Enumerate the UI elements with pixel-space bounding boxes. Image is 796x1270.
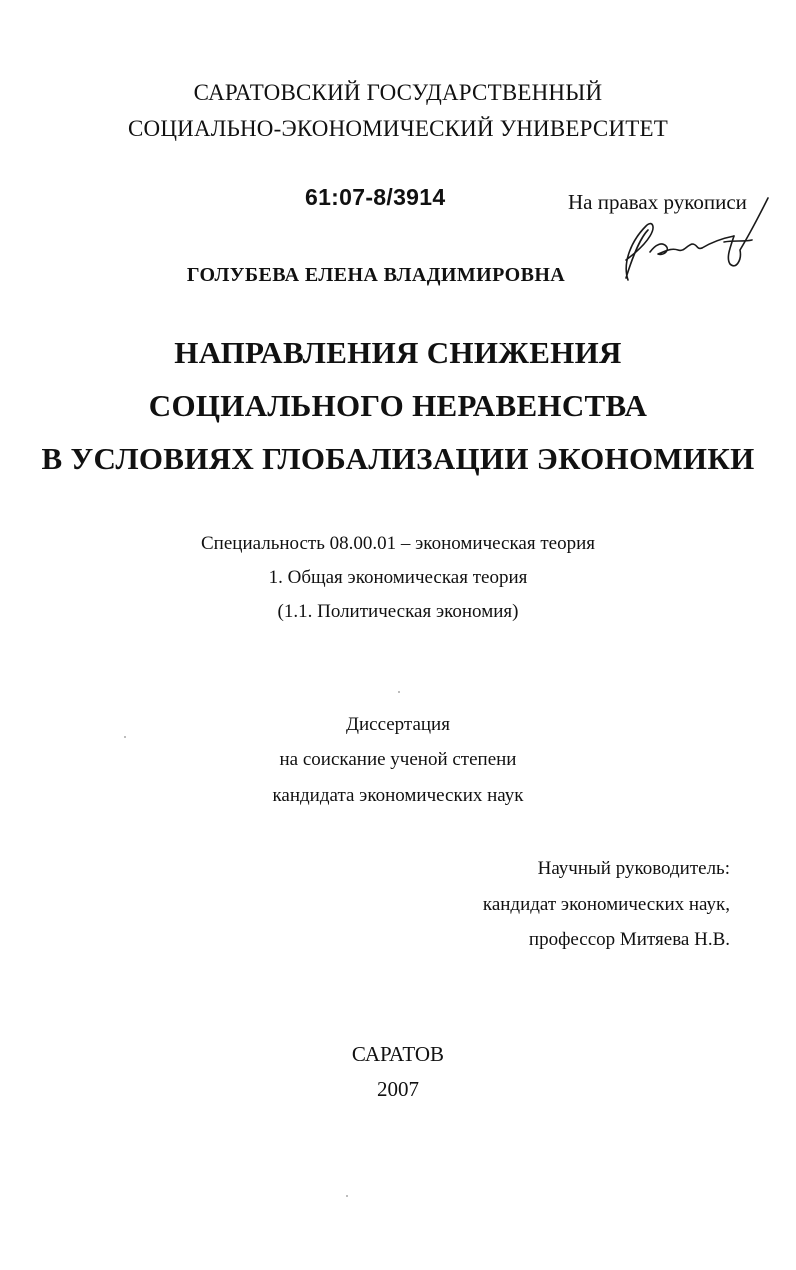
- dissertation-line-1: Диссертация: [346, 714, 450, 735]
- university-line-1: САРАТОВСКИЙ ГОСУДАРСТВЕННЫЙ: [193, 80, 603, 105]
- advisor-name: профессор Митяева Н.В.: [528, 929, 730, 950]
- dissertation-line-2: на соискание ученой степени: [279, 749, 517, 770]
- city: САРАТОВ: [351, 1042, 445, 1066]
- advisor-label: Научный руководитель:: [537, 858, 730, 879]
- specialty-line-1: Специальность 08.00.01 – экономическая теория: [201, 533, 595, 554]
- university-line-2: СОЦИАЛЬНО-ЭКОНОМИЧЕСКИЙ УНИВЕРСИТЕТ: [127, 116, 669, 141]
- specialty-line-2: 1. Общая экономическая теория: [268, 567, 528, 588]
- scan-speck: [346, 1195, 348, 1197]
- title-line-2: СОЦИАЛЬНОГО НЕРАВЕНСТВА: [148, 388, 648, 423]
- manuscript-rights-note: На правах рукописи: [568, 190, 747, 214]
- advisor-degree: кандидат экономических наук,: [482, 894, 730, 915]
- scan-speck: [124, 736, 126, 738]
- scan-speck: [398, 691, 400, 693]
- specialty-line-3: (1.1. Политическая экономия): [277, 601, 519, 622]
- year: 2007: [377, 1077, 419, 1101]
- title-line-1: НАПРАВЛЕНИЯ СНИЖЕНИЯ: [174, 335, 622, 370]
- title-line-3: В УСЛОВИЯХ ГЛОБАЛИЗАЦИИ ЭКОНОМИКИ: [41, 441, 755, 476]
- dissertation-line-3: кандидата экономических наук: [272, 785, 524, 806]
- author-name: ГОЛУБЕВА ЕЛЕНА ВЛАДИМИРОВНА: [186, 264, 566, 286]
- catalog-code: 61:07-8/3914: [305, 184, 446, 210]
